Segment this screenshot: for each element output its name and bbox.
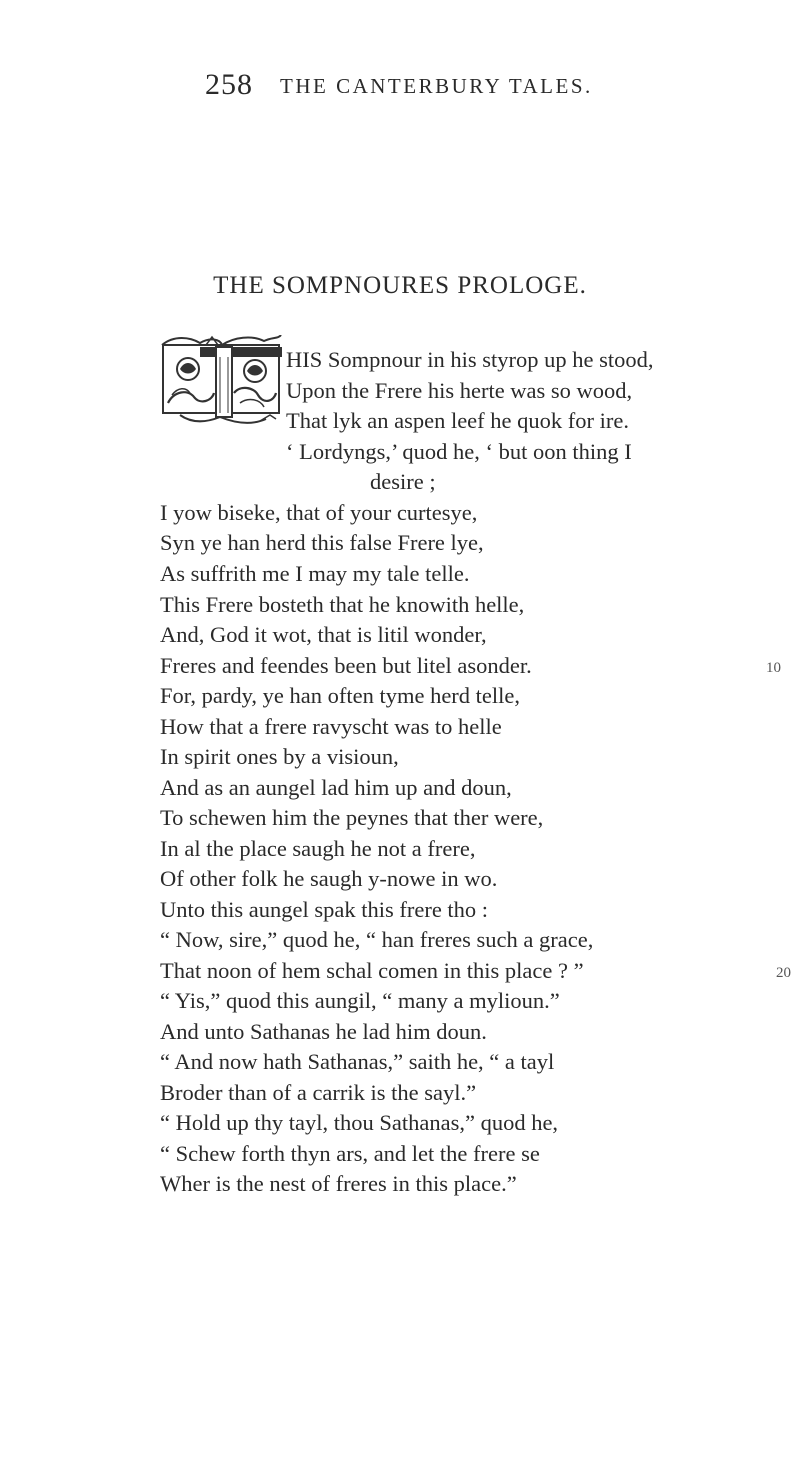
line-number: 10 bbox=[766, 660, 781, 676]
verse-line: “ Schew forth thyn ars, and let the frere se bbox=[160, 1141, 540, 1166]
verse-line: Freres and feendes been but litel asonder. bbox=[160, 653, 532, 678]
verse-line: Upon the Frere his herte was so wood, bbox=[286, 378, 633, 403]
verse-line: And unto Sathanas he lad him doun. bbox=[160, 1019, 487, 1044]
ornamental-initial-T-icon bbox=[160, 335, 282, 427]
verse-line: HIS Sompnour in his styrop up he stood, bbox=[286, 347, 654, 372]
verse-line: “ And now hath Sathanas,” saith he, “ a tayl bbox=[160, 1049, 555, 1074]
verse-line: “ Hold up thy tayl, thou Sathanas,” quod he, bbox=[160, 1110, 559, 1135]
verse-line: In spirit ones by a visioun, bbox=[160, 744, 399, 769]
verse-line: Unto this aungel spak this frere tho : bbox=[160, 897, 489, 922]
verse-line: I yow biseke, that of your curtesye, bbox=[160, 500, 478, 525]
page-number: 258 bbox=[205, 68, 253, 101]
verse-line: In al the place saugh he not a frere, bbox=[160, 836, 476, 861]
running-title: THE CANTERBURY TALES. bbox=[280, 74, 593, 98]
page-header bbox=[0, 68, 800, 108]
verse-line: “ Now, sire,” quod he, “ han freres such a grace, bbox=[160, 927, 594, 952]
verse-line: That noon of hem schal comen in this place ? ” bbox=[160, 958, 584, 983]
verse-line: Wher is the nest of freres in this place.” bbox=[160, 1171, 517, 1196]
verse-line: And as an aungel lad him up and doun, bbox=[160, 775, 512, 800]
verse-line: That lyk an aspen leef he quok for ire. bbox=[286, 408, 629, 433]
verse-line: This Frere bosteth that he knowith helle, bbox=[160, 592, 525, 617]
verse-line: desire ; bbox=[370, 469, 436, 494]
line-number: 20 bbox=[776, 965, 791, 981]
verse-line: To schewen him the peynes that ther were, bbox=[160, 805, 544, 830]
section-title: THE SOMPNOURES PROLOGE. bbox=[213, 272, 587, 299]
verse-line: For, pardy, ye han often tyme herd telle, bbox=[160, 683, 521, 708]
verse-line: “ Yis,” quod this aungil, “ many a mylioun.” bbox=[160, 988, 560, 1013]
verse-line: Broder than of a carrik is the sayl.” bbox=[160, 1080, 477, 1105]
verse-line: And, God it wot, that is litil wonder, bbox=[160, 622, 487, 647]
verse-line: Syn ye han herd this false Frere lye, bbox=[160, 530, 484, 555]
verse-line: Of other folk he saugh y-nowe in wo. bbox=[160, 866, 498, 891]
verse-line: As suffrith me I may my tale telle. bbox=[160, 561, 470, 586]
verse-line: How that a frere ravyscht was to helle bbox=[160, 714, 502, 739]
verse-line: ‘ Lordyngs,’ quod he, ‘ but oon thing I bbox=[286, 439, 632, 464]
